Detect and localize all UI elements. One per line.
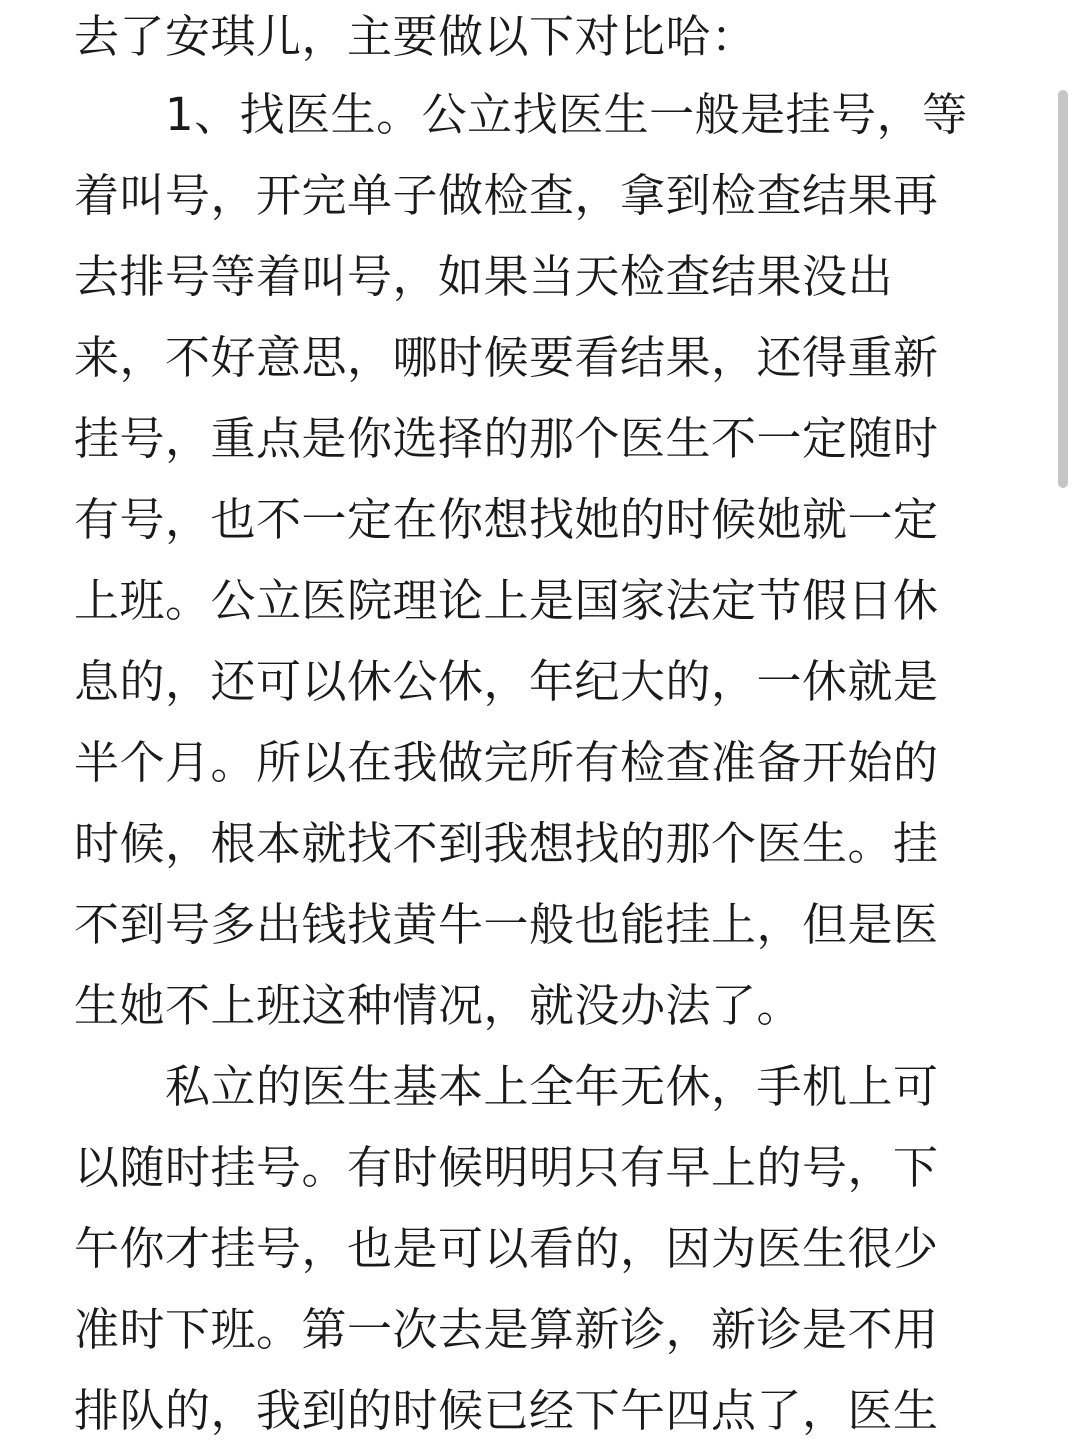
text-line: 去了安琪儿，主要做以下对比哈： — [74, 10, 757, 63]
text-line: 上班。公立医院理论上是国家法定节假日休 — [74, 574, 939, 627]
text-line: 息的，还可以休公休，年纪大的，一休就是 — [74, 655, 939, 708]
text-line: 有号，也不一定在你想找她的时候她就一定 — [74, 493, 939, 546]
text-line: 来，不好意思，哪时候要看结果，还得重新 — [74, 331, 939, 384]
text-line: 挂号，重点是你选择的那个医生不一定随时 — [74, 412, 939, 465]
text-line: 时候，根本就找不到我想找的那个医生。挂 — [74, 817, 939, 870]
text-line: 生她不上班这种情况，就没办法了。 — [74, 979, 803, 1032]
text-line: 1、找医生。公立找医生一般是挂号，等 — [74, 88, 968, 141]
text-line: 私立的医生基本上全年无休，手机上可 — [74, 1060, 939, 1113]
text-line: 着叫号，开完单子做检查，拿到检查结果再 — [74, 169, 939, 222]
text-line: 去排号等着叫号，如果当天检查结果没出 — [74, 250, 894, 303]
text-line: 午你才挂号，也是可以看的，因为医生很少 — [74, 1222, 939, 1275]
text-line: 以随时挂号。有时候明明只有早上的号，下 — [74, 1141, 939, 1194]
text-line: 准时下班。第一次去是算新诊，新诊是不用 — [74, 1303, 939, 1356]
scrollbar-thumb[interactable] — [1058, 90, 1068, 488]
text-line: 半个月。所以在我做完所有检查准备开始的 — [74, 736, 939, 789]
text-line: 不到号多出钱找黄牛一般也能挂上，但是医 — [74, 898, 939, 951]
text-line: 排队的，我到的时候已经下午四点了，医生 — [74, 1384, 939, 1437]
